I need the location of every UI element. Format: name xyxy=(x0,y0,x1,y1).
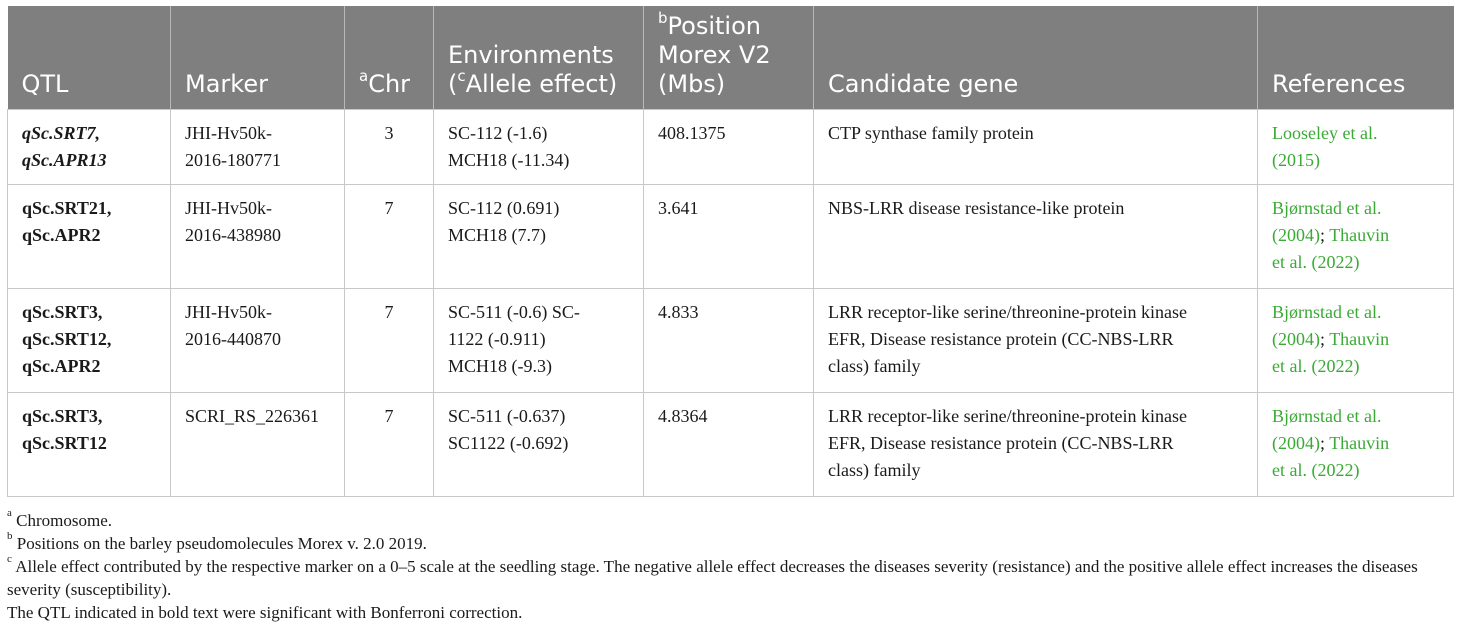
cell-environments: SC-511 (-0.637) SC1122 (-0.692) xyxy=(434,392,644,496)
cell-marker: SCRI_RS_226361 xyxy=(171,392,345,496)
cell-chr: 7 xyxy=(345,392,434,496)
table-row xyxy=(8,109,1454,184)
cell-qtl: qSc.SRT7, qSc.APR13 xyxy=(8,109,171,184)
reference-link[interactable]: Bjørnstad et al. xyxy=(1272,301,1382,322)
cell-position: 4.8364 xyxy=(644,392,814,496)
cell-chr: 7 xyxy=(345,288,434,392)
cell-environments: SC-112 (-1.6) MCH18 (-11.34) xyxy=(434,109,644,184)
table-footnotes xyxy=(7,509,1453,624)
cell-references: Bjørnstad et al. (2004); Thauvin et al. (2022) xyxy=(1258,184,1454,288)
cell-candidate-gene: CTP synthase family protein xyxy=(814,109,1258,184)
cell-position: 4.833 xyxy=(644,288,814,392)
table-row xyxy=(8,392,1454,496)
cell-candidate-gene: NBS-LRR disease resistance-like protein xyxy=(814,184,1258,288)
cell-candidate-gene: LRR receptor-like serine/threonine-protein kinase EFR, Disease resistance protein (CC-NBS-LRR class) family xyxy=(814,288,1258,392)
footnote-a: $^a$ Chromosome. xyxy=(7,507,112,530)
cell-marker: JHI-Hv50k- 2016-438980 xyxy=(171,184,345,288)
cell-candidate-gene: LRR receptor-like serine/threonine-protein kinase EFR, Disease resistance protein (CC-NBS-LRR class) family xyxy=(814,392,1258,496)
header-position: $^b$Position Morex V2 (Mbs) xyxy=(644,6,814,109)
cell-qtl: qSc.SRT3, qSc.SRT12, qSc.APR2 xyxy=(8,288,171,392)
reference-link[interactable]: (2004) xyxy=(1272,328,1320,349)
cell-marker: JHI-Hv50k- 2016-180771 xyxy=(171,109,345,184)
cell-qtl: qSc.SRT21, qSc.APR2 xyxy=(8,184,171,288)
reference-link[interactable]: (2004) xyxy=(1272,432,1320,453)
reference-link[interactable]: Bjørnstad et al. xyxy=(1272,197,1382,218)
footnote-note: The QTL indicated in bold text were significant with Bonferroni correction. xyxy=(7,603,523,622)
footnote-c: $^c$ Allele effect contributed by the respective marker on a 0–5 scale at the seedling stage. The negative allele effect decreases the diseases severity (resistance) and the positive allele effect increases the diseases severity (susceptibility). xyxy=(7,553,1418,599)
header-candidate-gene: Candidate gene xyxy=(814,6,1258,109)
cell-marker: JHI-Hv50k- 2016-440870 xyxy=(171,288,345,392)
cell-position: 408.1375 xyxy=(644,109,814,184)
cell-environments: SC-511 (-0.6) SC- 1122 (-0.911) MCH18 (-9.3) xyxy=(434,288,644,392)
reference-link[interactable]: Thauvin xyxy=(1329,224,1390,245)
reference-link[interactable]: et al. (2022) xyxy=(1272,459,1360,480)
reference-link[interactable]: Thauvin xyxy=(1329,432,1390,453)
header-chr: $^a$Chr xyxy=(345,6,434,109)
table-row xyxy=(8,288,1454,392)
cell-chr: 3 xyxy=(345,109,434,184)
header-pos-sup: b xyxy=(658,8,668,27)
cell-references: Bjørnstad et al. (2004); Thauvin et al. (2022) xyxy=(1258,392,1454,496)
header-marker: Marker xyxy=(171,6,345,109)
reference-link[interactable]: (2015) xyxy=(1272,149,1320,170)
table-container xyxy=(7,6,1453,497)
cell-environments: SC-112 (0.691) MCH18 (7.7) xyxy=(434,184,644,288)
header-qtl: QTL xyxy=(8,6,171,109)
cell-references: Bjørnstad et al. (2004); Thauvin et al. (2022) xyxy=(1258,288,1454,392)
qtl-table xyxy=(7,6,1454,497)
header-environments: Environments ($^c$Allele effect) xyxy=(434,6,644,109)
cell-qtl: qSc.SRT3, qSc.SRT12 xyxy=(8,392,171,496)
reference-link[interactable]: et al. (2022) xyxy=(1272,355,1360,376)
reference-link[interactable]: Bjørnstad et al. xyxy=(1272,405,1382,426)
reference-link[interactable]: (2004) xyxy=(1272,224,1320,245)
header-env-sup: c xyxy=(457,66,466,85)
cell-references xyxy=(1258,109,1454,184)
header-references: References xyxy=(1258,6,1454,109)
table-row xyxy=(8,184,1454,288)
reference-link[interactable]: Looseley et al. xyxy=(1272,122,1378,143)
reference-link[interactable]: Thauvin xyxy=(1329,328,1390,349)
footnote-b: $^b$ Positions on the barley pseudomolecules Morex v. 2.0 2019. xyxy=(7,530,427,553)
header-chr-sup: a xyxy=(359,66,369,85)
cell-chr: 7 xyxy=(345,184,434,288)
reference-link[interactable]: et al. (2022) xyxy=(1272,251,1360,272)
cell-position: 3.641 xyxy=(644,184,814,288)
header-row xyxy=(8,6,1454,109)
